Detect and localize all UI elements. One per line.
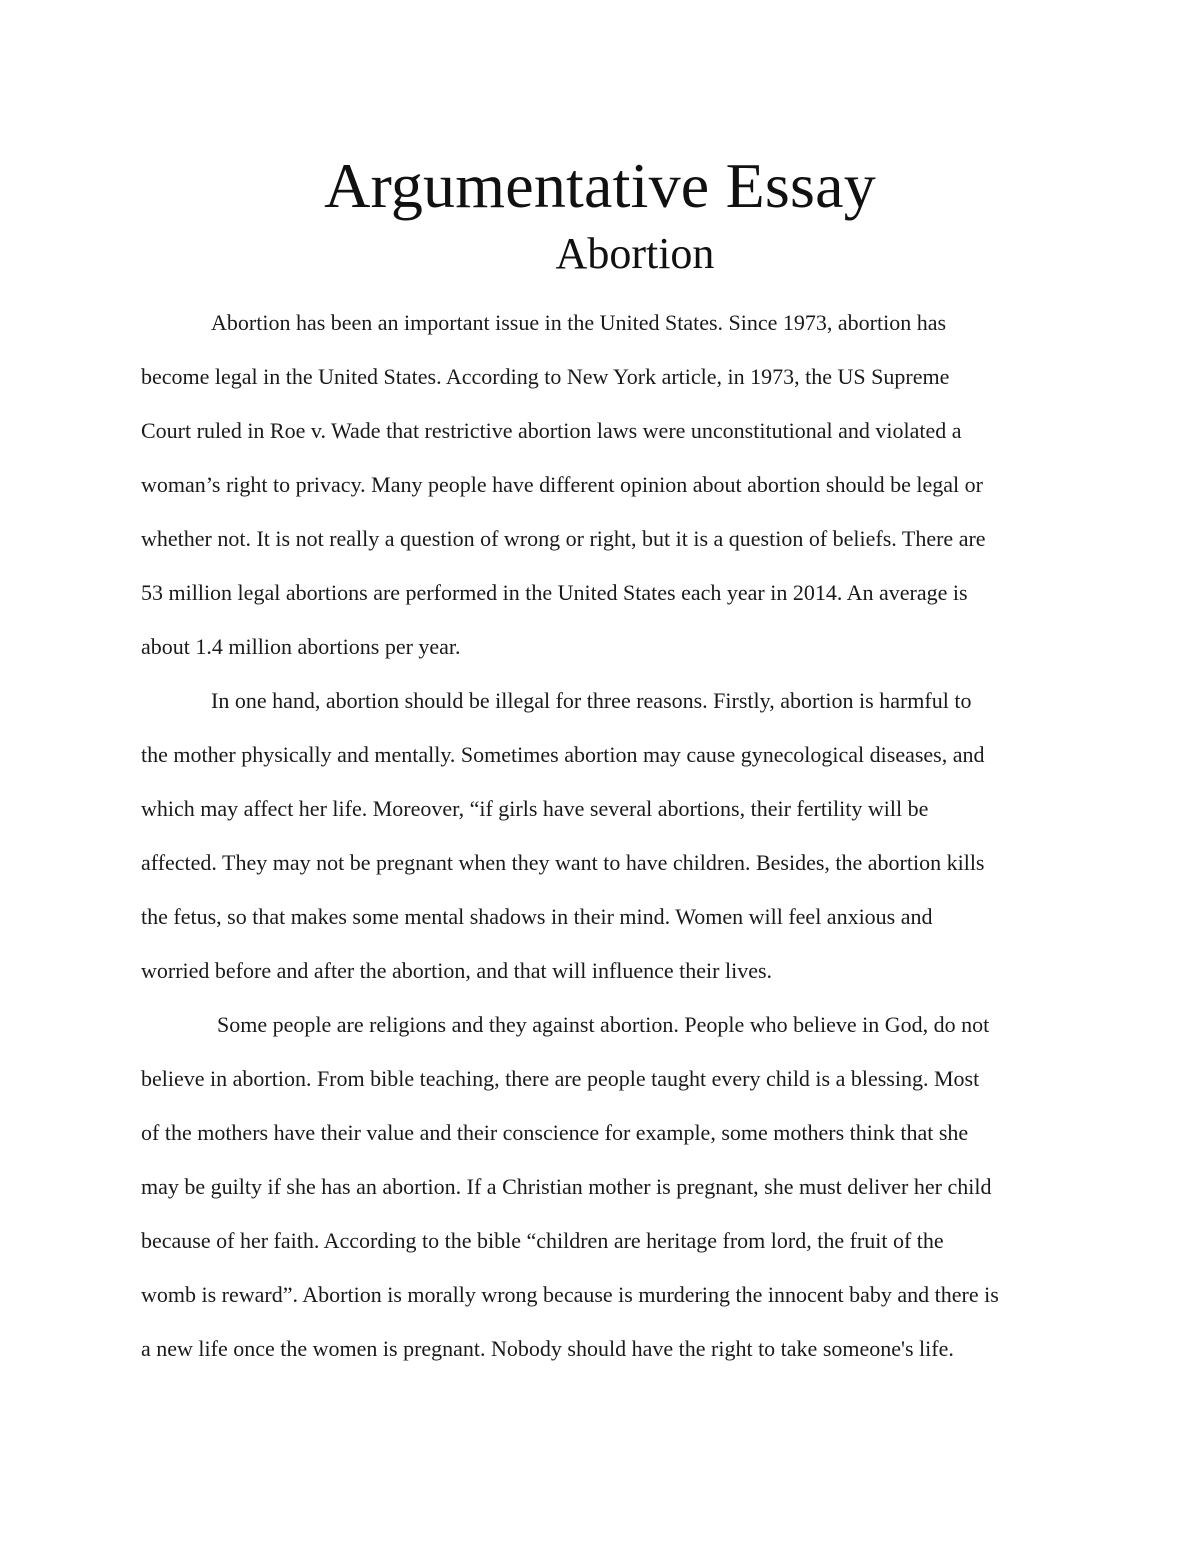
paragraph [141, 998, 1071, 1376]
text-line: because of her faith. According to the bible “children are heritage from lord, the fruit of the [141, 1228, 944, 1253]
document-subtitle: Abortion [555, 229, 715, 278]
text-line: the fetus, so that makes some mental shadows in their mind. Women will feel anxious and [141, 904, 933, 929]
text-line: believe in abortion. From bible teaching, there are people taught every child is a blessing. Most [141, 1066, 980, 1091]
text-line: Some people are religions and they against abortion. People who believe in God, do not [217, 1012, 990, 1037]
text-line: Abortion has been an important issue in the United States. Since 1973, abortion has [211, 310, 947, 335]
text-line: 53 million legal abortions are performed in the United States each year in 2014. An average is [141, 580, 968, 605]
text-line: woman’s right to privacy. Many people have different opinion about abortion should be legal or [141, 472, 983, 497]
text-line: womb is reward”. Abortion is morally wrong because is murdering the innocent baby and there is [141, 1282, 999, 1307]
text-line: a new life once the women is pregnant. Nobody should have the right to take someone's life. [141, 1336, 954, 1361]
document-title: Argumentative Essay [324, 150, 876, 221]
paragraph [141, 296, 1071, 674]
text-line: the mother physically and mentally. Sometimes abortion may cause gynecological diseases, and [141, 742, 985, 767]
text-line: may be guilty if she has an abortion. If a Christian mother is pregnant, she must deliver her child [141, 1174, 992, 1199]
text-line: worried before and after the abortion, and that will influence their lives. [141, 958, 773, 983]
text-line: of the mothers have their value and their conscience for example, some mothers think that she [141, 1120, 969, 1145]
text-line: In one hand, abortion should be illegal for three reasons. Firstly, abortion is harmful to [211, 688, 972, 713]
essay-body [141, 296, 1071, 1376]
text-line: become legal in the United States. According to New York article, in 1973, the US Supreme [141, 364, 950, 389]
text-line: Court ruled in Roe v. Wade that restrictive abortion laws were unconstitutional and violated a [141, 418, 962, 443]
text-line: which may affect her life. Moreover, “if girls have several abortions, their fertility will be [141, 796, 929, 821]
text-line: affected. They may not be pregnant when they want to have children. Besides, the abortion kills [141, 850, 985, 875]
text-line: about 1.4 million abortions per year. [141, 634, 461, 659]
paragraph [141, 674, 1071, 998]
text-line: whether not. It is not really a question of wrong or right, but it is a question of beliefs. There are [141, 526, 986, 551]
